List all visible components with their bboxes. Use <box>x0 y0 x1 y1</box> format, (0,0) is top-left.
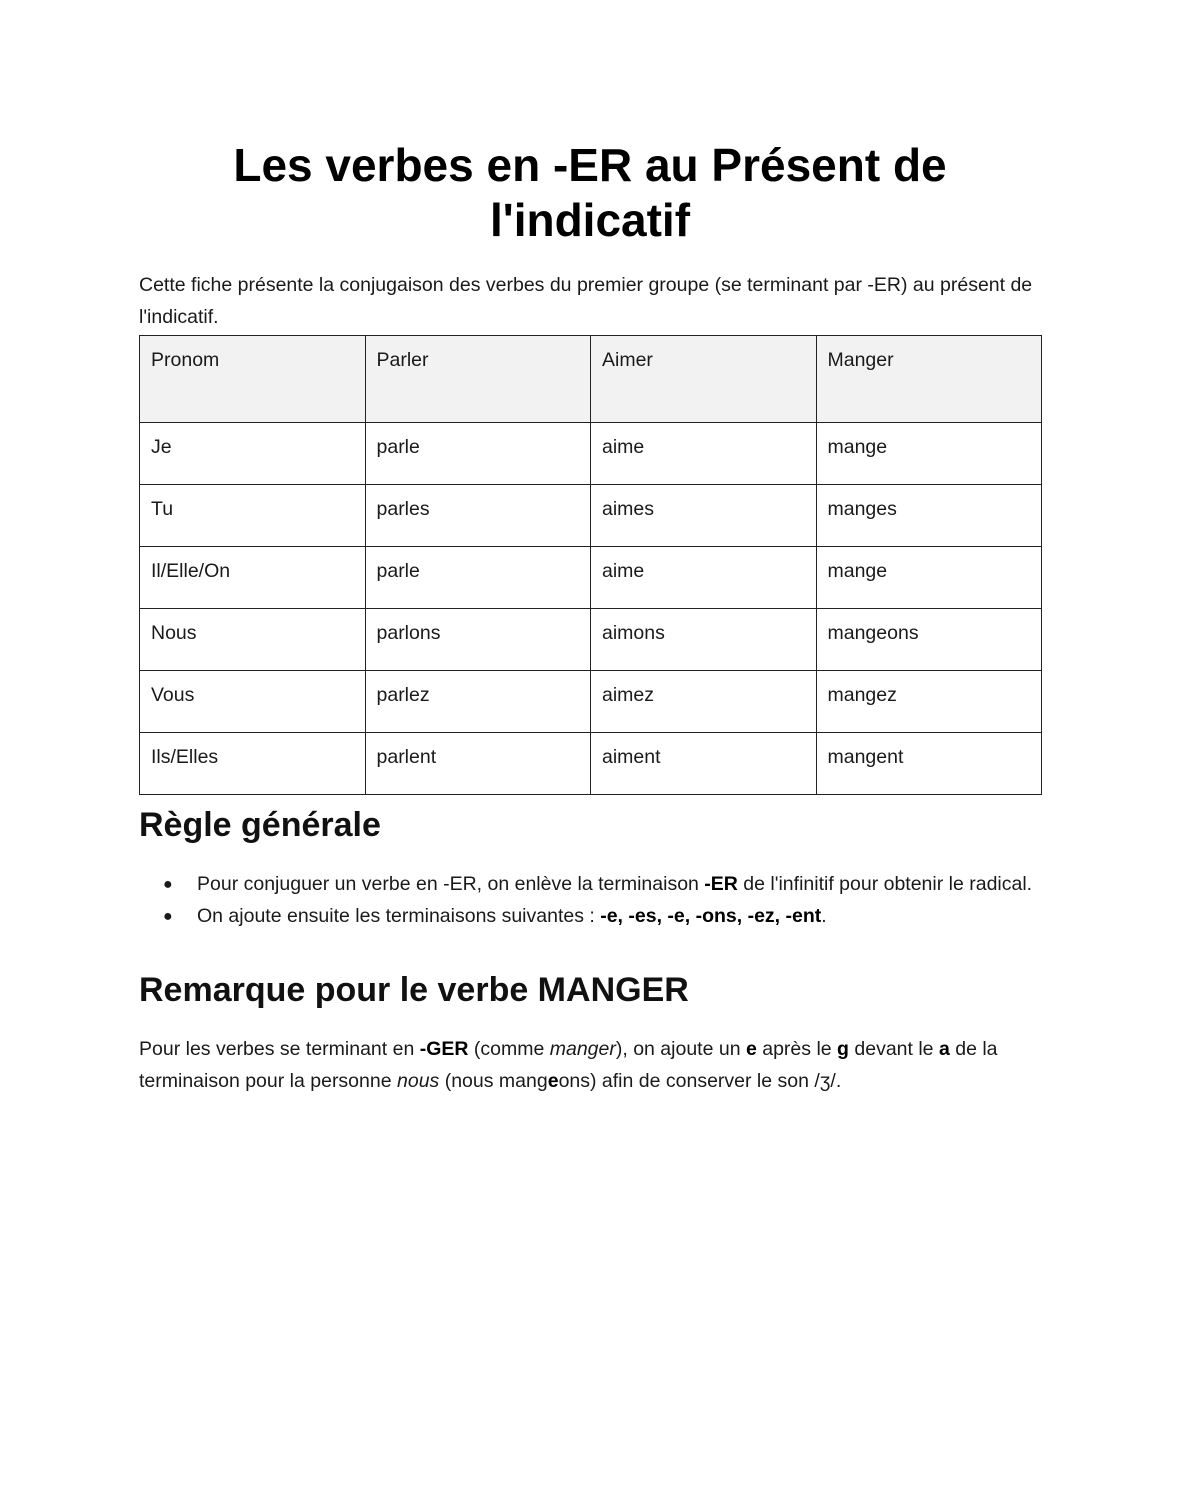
note-text: devant le <box>848 1038 939 1060</box>
table-row <box>140 547 1042 609</box>
note-text: ), on ajoute un <box>615 1038 746 1060</box>
note-italic: nous <box>397 1069 440 1092</box>
table-cell: mange <box>816 423 1042 485</box>
table-cell: Il/Elle/On <box>140 547 366 609</box>
intro-paragraph: Cette fiche présente la conjugaison des verbes du premier groupe (se terminant par -ER) au présent de l'indicatif. <box>139 274 1033 328</box>
table-cell: aimons <box>591 609 817 671</box>
table-cell: Vous <box>140 671 366 733</box>
table-cell: Nous <box>140 609 366 671</box>
header-cell-aimer: Aimer <box>591 336 817 423</box>
table-cell: parle <box>365 547 591 609</box>
rule-2-endings: -e, -es, -e, -ons, -ez, -ent <box>600 904 822 927</box>
note-text: (nous mang <box>439 1069 548 1092</box>
table-cell: Je <box>140 423 366 485</box>
table-cell: parlons <box>365 609 591 671</box>
rule-1-bold: -ER <box>704 873 738 895</box>
table-cell: mangeons <box>816 609 1042 671</box>
table-cell: mange <box>816 547 1042 609</box>
note-text: ons) afin de conserver le son /ʒ/. <box>558 1069 842 1092</box>
table-header-row <box>140 336 1042 423</box>
list-item <box>139 901 1041 933</box>
table-cell: mangez <box>816 671 1042 733</box>
rule-2-text-end: . <box>821 904 827 927</box>
note-bold: e <box>745 1038 757 1060</box>
note-text: (comme <box>468 1038 550 1060</box>
table-row <box>140 423 1042 485</box>
table-cell: aime <box>591 547 817 609</box>
table-cell: parle <box>365 423 591 485</box>
note-text: de la terminaison pour la personne <box>139 1038 998 1092</box>
rule-heading: Règle générale <box>139 806 381 844</box>
rule-list <box>139 869 1041 932</box>
header-cell-parler: Parler <box>365 336 591 423</box>
list-item <box>139 869 1041 901</box>
conjugation-table <box>139 335 1042 795</box>
table-cell: parlent <box>365 733 591 795</box>
note-bold: -GER <box>419 1038 469 1060</box>
table-cell: aimez <box>591 671 817 733</box>
table-cell: aimes <box>591 485 817 547</box>
table-cell: parlez <box>365 671 591 733</box>
document-content <box>139 138 1041 1097</box>
table-cell: mangent <box>816 733 1042 795</box>
note-paragraph <box>139 1034 1041 1097</box>
note-bold: e <box>547 1069 559 1092</box>
header-cell-manger: Manger <box>816 336 1042 423</box>
page-title-line-2: l'indicatif <box>489 194 691 246</box>
note-italic: manger <box>549 1038 616 1060</box>
bullet-icon: ● <box>163 876 173 893</box>
table-cell: Tu <box>140 485 366 547</box>
bullet-icon: ● <box>163 907 173 925</box>
note-text: Pour les verbes se terminant en <box>139 1038 420 1060</box>
table-row <box>140 671 1042 733</box>
table-cell: manges <box>816 485 1042 547</box>
table-cell: aime <box>591 423 817 485</box>
note-heading: Remarque pour le verbe MANGER <box>139 971 689 1009</box>
note-bold: g <box>837 1038 849 1060</box>
table-row <box>140 485 1042 547</box>
rule-2-text: On ajoute ensuite les terminaisons suivantes : <box>197 904 601 927</box>
rule-1-text: Pour conjuguer un verbe en -ER, on enlève la terminaison <box>197 873 705 895</box>
table-row <box>140 609 1042 671</box>
note-bold: a <box>938 1038 950 1060</box>
note-text: après le <box>756 1038 838 1060</box>
table-cell: parles <box>365 485 591 547</box>
table-row <box>140 733 1042 795</box>
header-cell-pronom: Pronom <box>140 336 366 423</box>
table-cell: aiment <box>591 733 817 795</box>
rule-1-text-end: de l'infinitif pour obtenir le radical. <box>737 873 1033 895</box>
page-title <box>139 138 1041 248</box>
page-title-line-1: Les verbes en -ER au Présent de <box>233 139 947 191</box>
table-cell: Ils/Elles <box>140 733 366 795</box>
